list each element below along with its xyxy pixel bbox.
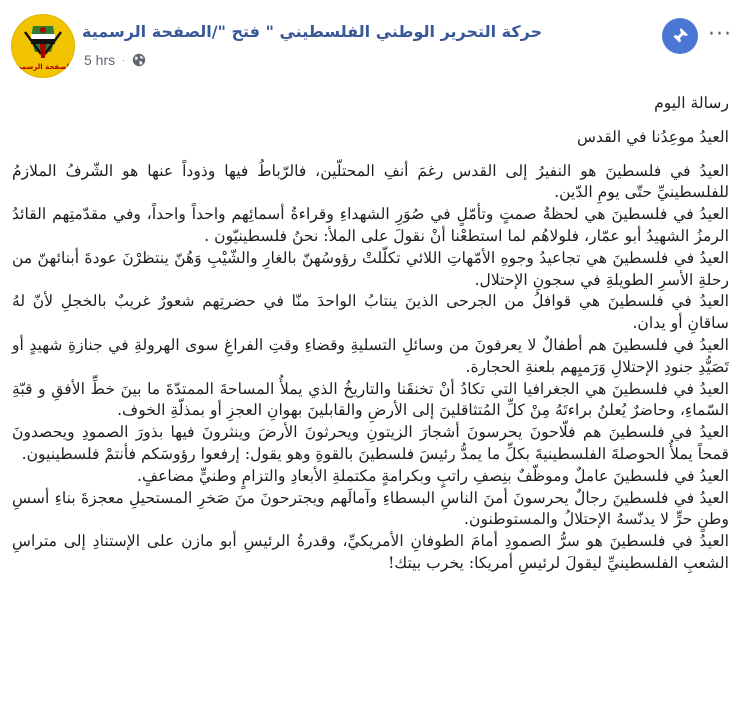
post-body	[12, 93, 729, 575]
meta-separator: ·	[122, 55, 126, 65]
post-paragraph: العيدُ في فلسطينَ هو سرُّ الصمودِ أمامَ الطوفانِ الأمريكيِّ، وقدرةُ الرئيسِ أبو مازن على الإستنادِ إلى متراسِ الشعبِ الفلسطينيِّ ليقولَ لرئيسِ أمريكا: يخرب بيتك!	[12, 532, 729, 572]
page-name-link[interactable]: حركة التحرير الوطني الفلسطيني " فتح "/الصفحة الرسمية	[82, 22, 543, 41]
post-paragraph: العيدُ في فلسطينَ هي تجاعيدُ وجوهِ الأمّهاتِ اللائي تكلّلتْ رؤوسُهنّ بالغارِ والشّيْبِ وَهُنّ ينتظرْنَ عودةَ أبنائهنّ من رحلةِ الأسرِ الطويلةِ في سجونِ الإحتلال.	[12, 248, 729, 289]
pin-icon	[671, 27, 689, 45]
post-paragraph: العيدُ في فلسطينَ رجالٌ يحرسونَ أمنَ الناسِ البسطاءِ وآمالَهم ويجترحونَ منَ صَخرِ المستحيلِ معجزةَ بناءِ أسسِ وطنٍ حرٍّ لا يدنّسهُ الإحتلالُ والمستوطنون.	[12, 488, 729, 529]
post-paragraph: العيدُ في فلسطينَ هي قوافلُ من الجرحى الذينَ ينتابُ الواحدَ منّا في حضرتِهم شعورٌ غريبٌ بالخجلِ لأنّ لهُ ساقانِ أو يدان.	[12, 292, 729, 333]
post-header	[0, 0, 746, 90]
post-paragraph: العيدُ في فلسطينَ هو النفيرُ إلى القدس رغمَ أنفِ المحتلّين، فالرّباطُ فيها وذوداً عنها هو الشّرفُ الملازمُ للفلسطينيِّ حتّى يومِ الدّين.	[12, 161, 729, 202]
post-paragraph: العيدُ في فلسطينَ هي الجغرافيا التي تكادُ أنْ تخنقَنا والتاريخُ الذي يملأُ المساحةَ الممتدّةَ ما بينَ خطِّ الأفقِ و قبّةِ السّماءِ، وحاضرٌ يُعلنُ براءتَهُ مِنْ كلِّ المُتثاقلينَ إلى الأرضِ والقابلينَ بهوانِ العجزِ أو بمذلّةِ الخوف.	[12, 379, 729, 420]
page-avatar[interactable]	[11, 14, 75, 78]
post-heading-daily-message: رسالة اليوم	[654, 94, 729, 112]
globe-icon[interactable]	[132, 53, 146, 67]
avatar-caption: الصفحة الرسمية	[14, 63, 72, 71]
post-paragraph: العيدُ في فلسطينَ هم أطفالٌ لا يعرفونَ من وسائلِ التسليةِ وقضاءِ وقتِ الفراغِ سوى الهرولةِ في جنازةِ شهيدٍ أو تَصَيُّدِ جنودِ الإحتلالِ وَرَميِهم بلعنةِ الحجارة.	[12, 335, 729, 376]
post-heading-eid: العيدُ موعِدُنا في القدس	[576, 127, 729, 146]
post-timestamp[interactable]: 5 hrs	[84, 52, 116, 68]
more-options-button[interactable]: ···	[708, 22, 732, 47]
spacer	[12, 115, 729, 127]
post-meta	[84, 52, 146, 68]
pin-button[interactable]	[662, 18, 698, 54]
post-paragraph: العيدُ في فلسطينَ هم فلّاحونَ يحرسونَ أشجارَ الزيتونِ ويحرثونَ الأرضَ وينثرونَ فيها بذورَ الصمودِ ويحصدونَ قمحاً يملأُ الحوصلةَ الفلسطينيةَ بكلِّ ما يمدُّ رئيسَ فلسطينَ بالقوةِ وهو يقول: إرفعوا رؤوسَكم فأنتمْ فلسطينيون.	[12, 423, 729, 463]
spacer	[12, 149, 729, 161]
post-paragraph: العيدُ في فلسطينَ عاملٌ وموظّفٌ بنِصفِ راتبٍ وبكرامةٍ مكتملةِ الأبعادِ والتزامٍ وطنيٍّ مضاعفٍ.	[137, 466, 729, 485]
post-paragraph: العيدُ في فلسطينَ هي لحظةُ صمتٍ وتأمّلٍ في صُوَرِ الشهداءِ وقراءةُ أسمائِهم واحداً واحداً، وفي مقدّمتِهم القائدُ الرمزُ الشهيدُ أبو عمّار، فلولاهُم لما استطعْنا أنْ نقولَ على الملأ: نحنُ فلسطينيّون .	[12, 205, 729, 245]
